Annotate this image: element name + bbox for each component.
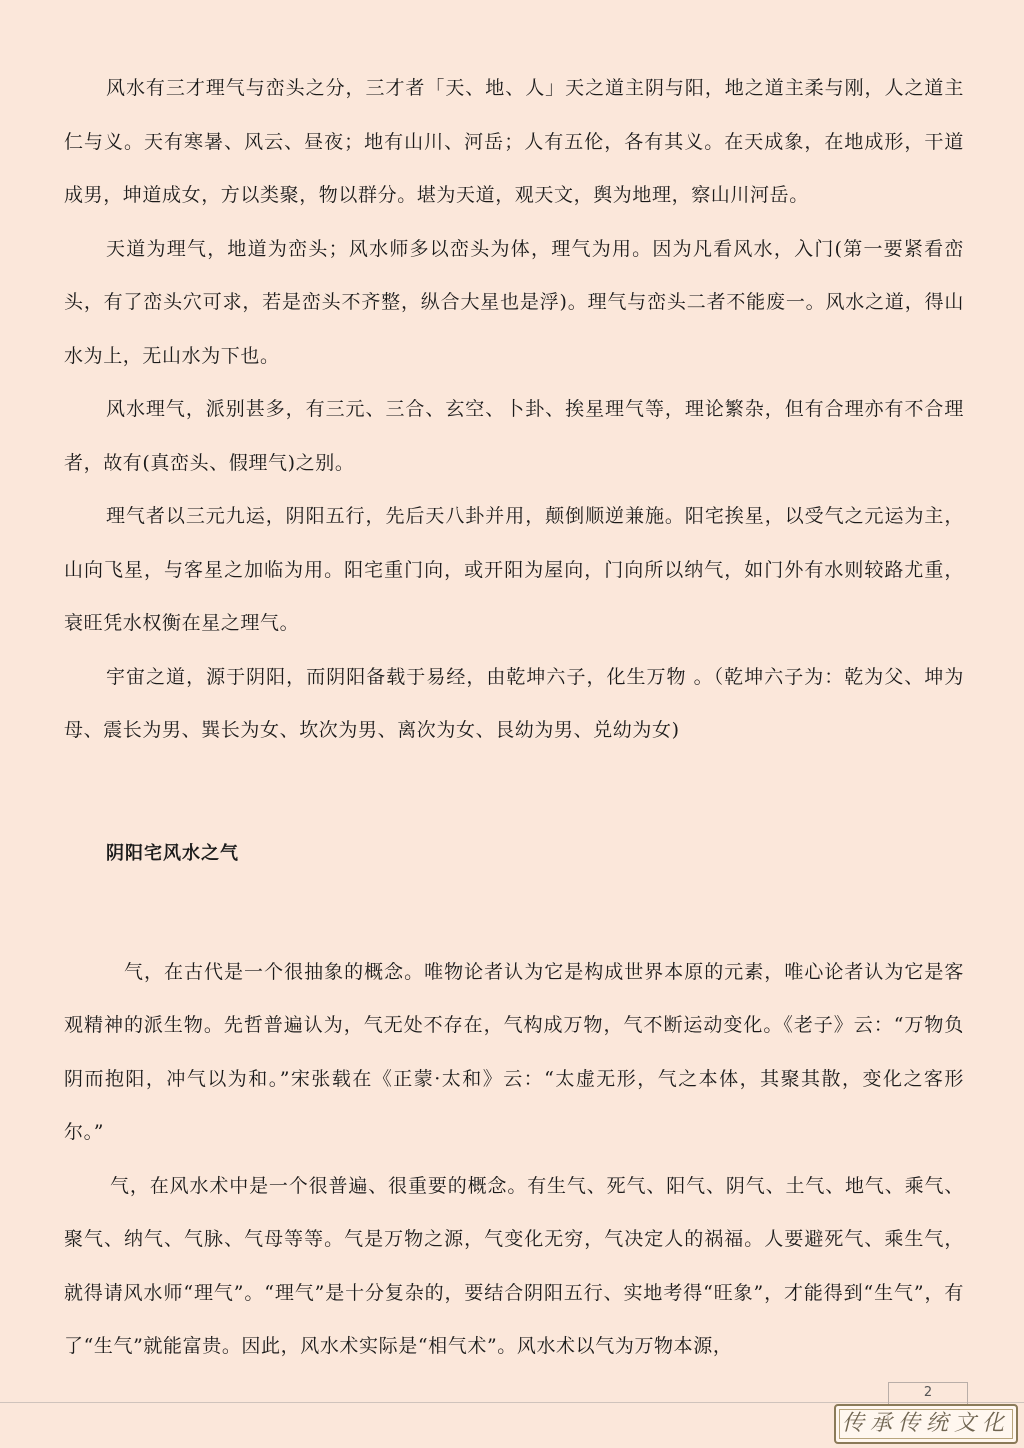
page-number: 2 (888, 1382, 968, 1404)
paragraph-liqi-method: 理气者以三元九运，阴阳五行，先后天八卦并用，颠倒顺逆兼施。阳宅挨星，以受气之元运为主，山向飞星，与客星之加临为用。阳宅重门向，或开阳为屋向，门向所以纳气，如门外有水则较路尤重，衰旺凭水权衡在星之理气。 (64, 505, 964, 634)
paragraph-qi-concept: 气，在古代是一个很抽象的概念。唯物论者认为它是构成世界本原的元素，唯心论者认为它是客观精神的派生物。先哲普遍认为，气无处不存在，气构成万物，气不断运动变化。《老子》云：“万物负阴而抱阳，冲气以为和。”宋张载在《正蒙·太和》云：“太虚无形，气之本体，其聚其散，变化之客形尔。” (64, 960, 964, 1143)
paragraph-universe: 宇宙之道，源于阴阳，而阴阳备载于易经，由乾坤六子，化生万物 。（乾坤六子为：乾为父、坤为母、震长为男、巽长为女、坎次为男、离次为女、艮幼为男、兑幼为女) (64, 665, 964, 741)
paragraph-liqi-schools: 风水理气，派别甚多，有三元、三合、玄空、卜卦、挨星理气等，理论繁杂，但有合理亦有不合理者，故有(真峦头、假理气)之别。 (64, 398, 964, 474)
paragraph-sancai: 风水有三才理气与峦头之分，三才者「天、地、人」天之道主阴与阳，地之道主柔与刚，人之道主仁与义。天有寒暑、风云、昼夜；地有山川、河岳；人有五伦，各有其义。在天成象，在地成形，干道成男，坤道成女，方以类聚，物以群分。堪为天道，观天文，舆为地理，察山川河岳。 (64, 77, 964, 206)
paragraph-tiandao: 天道为理气，地道为峦头；风水师多以峦头为体，理气为用。因为凡看风水，入门(第一要紧看峦头，有了峦头穴可求，若是峦头不齐整，纵合大星也是浮)。理气与峦头二者不能废一。风水之道，得山水为上，无山水为下也。 (64, 237, 964, 367)
footer-divider (0, 1402, 1024, 1403)
document-body (64, 62, 964, 1374)
paragraph-qi-fengshui: 气，在风水术中是一个很普遍、很重要的概念。有生气、死气、阳气、阴气、土气、地气、乘气、聚气、纳气、气脉、气母等等。气是万物之源，气变化无穷，气决定人的祸福。人要避死气、乘生气，就得请风水师“理气”。“理气”是十分复杂的，要结合阴阳五行、实地考得“旺象”，才能得到“生气”，有了“生气”就能富贵。因此，风水术实际是“相气术”。风水术以气为万物本源， (64, 1174, 964, 1357)
section-heading: 阴阳宅风水之气 (106, 842, 239, 864)
culture-seal-logo: 传承传统文化 (834, 1404, 1018, 1444)
